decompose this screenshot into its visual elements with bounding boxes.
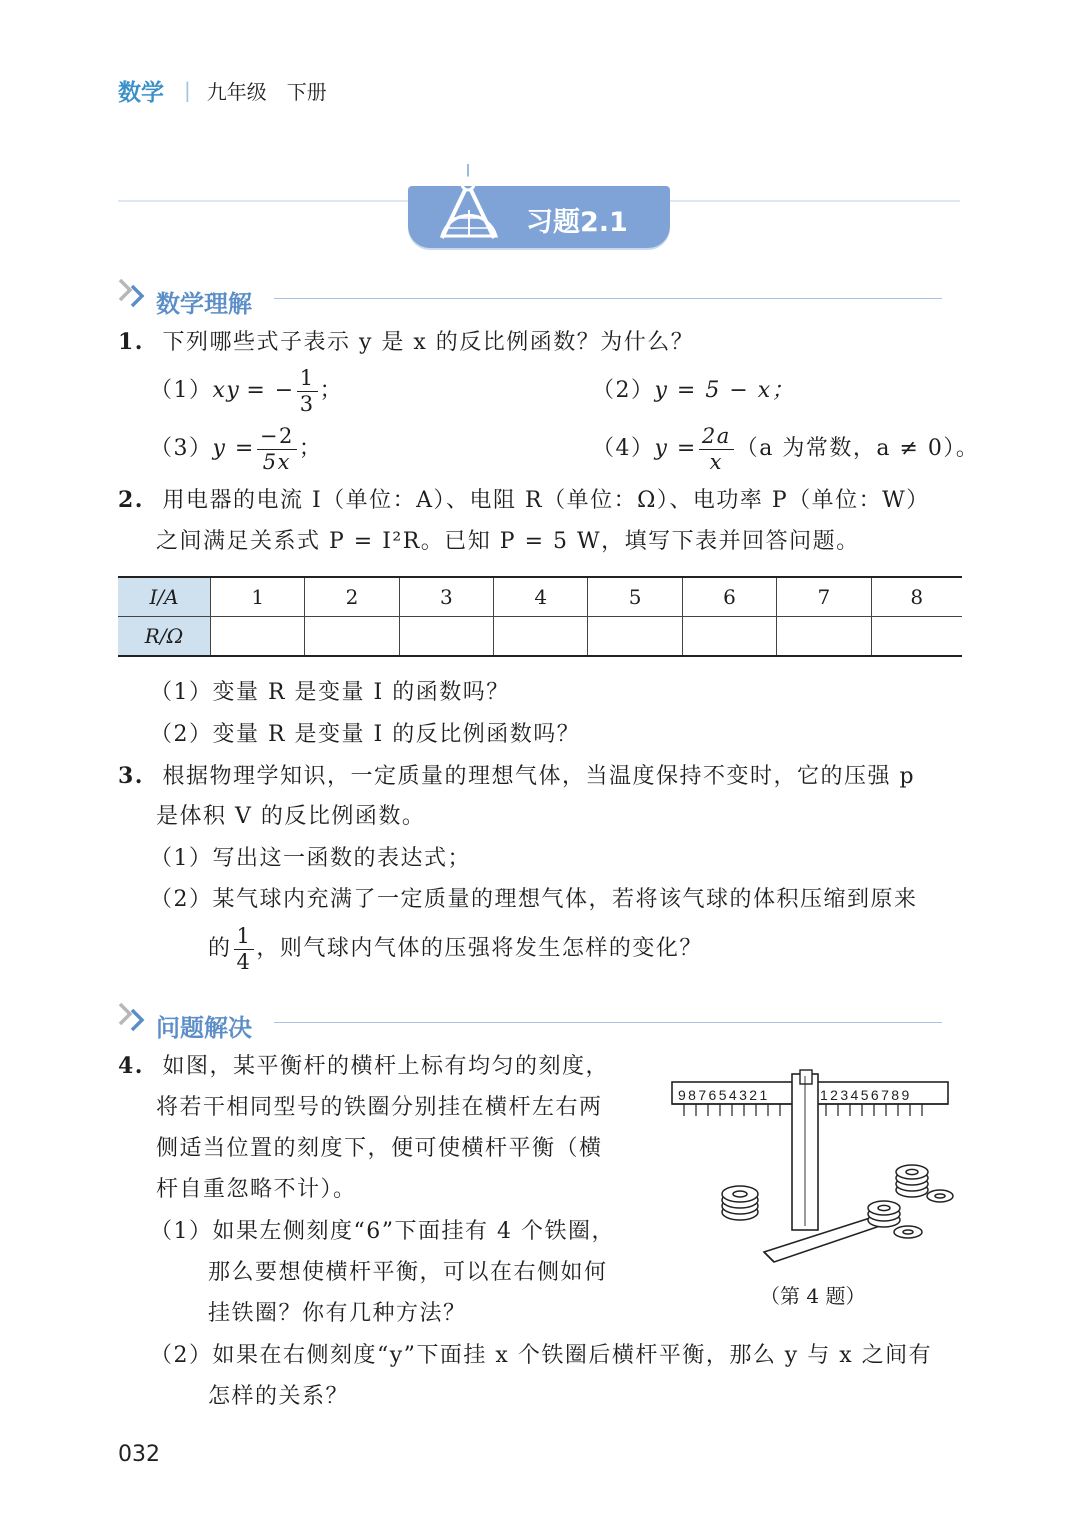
- balance-figure: [664, 1066, 960, 1270]
- right-scale-label: 123456789: [820, 1087, 912, 1103]
- q3-sub-2: （2）某气球内充满了一定质量的理想气体，若将该气球的体积压缩到原来: [150, 887, 918, 912]
- fraction: [234, 923, 255, 974]
- section-title-understanding: 数学理解: [156, 290, 252, 318]
- text: 的: [208, 936, 232, 961]
- q1-option-2: [592, 366, 795, 416]
- option-label: （3）: [150, 436, 213, 461]
- table-cell-empty: [211, 617, 305, 657]
- q4-sub-2a: （2）如果在右侧刻度“y”下面挂 x 个铁圈后横杆平衡，那么 y 与 x 之间有: [150, 1343, 933, 1368]
- numerator: 1: [297, 368, 318, 392]
- q2-line-2: 之间满足关系式 P = I²R。已知 P = 5 W，填写下表并回答问题。: [156, 529, 860, 554]
- numerator: 2a: [699, 426, 734, 450]
- option-label: （4）: [592, 436, 655, 461]
- option-label: （2）: [592, 378, 655, 403]
- denominator: 4: [236, 949, 252, 974]
- table-cell-empty: [588, 617, 682, 657]
- table-cell: 7: [777, 577, 871, 617]
- denominator: 3: [299, 391, 315, 416]
- q3-text-1: 根据物理学知识，一定质量的理想气体，当温度保持不变时，它的压强 p: [162, 764, 916, 789]
- section-chevron-icon: [116, 1000, 152, 1036]
- q2-sub-1: （1）变量 R 是变量 I 的函数吗？: [150, 680, 510, 705]
- q4-line-1: [118, 1050, 609, 1083]
- q4-sub-1b: 那么要想使横杆平衡，可以在右侧如何: [208, 1260, 608, 1285]
- option-end: ；: [319, 378, 344, 403]
- fraction: [297, 365, 318, 416]
- option-lhs: xy: [212, 378, 241, 403]
- q1-option-3: [150, 424, 322, 474]
- q2-line-1: [118, 484, 930, 517]
- header-volume: 下册: [286, 79, 327, 104]
- section-chevron-icon: [116, 276, 152, 312]
- table-cell: 4: [494, 577, 588, 617]
- banner-rule-right: [660, 200, 960, 202]
- iron-rings-left: [722, 1186, 758, 1220]
- q2-table: [118, 576, 962, 657]
- table-header-cell: I/A: [118, 577, 211, 617]
- q4-text-1: 如图，某平衡杆的横杆上标有均匀的刻度，: [162, 1054, 609, 1079]
- q1-number: 1.: [118, 329, 144, 355]
- banner-rule-left: [118, 200, 418, 202]
- q1-prompt: [118, 326, 694, 359]
- table-cell: 2: [305, 577, 399, 617]
- text: ，则气球内气体的压强将发生怎样的变化？: [256, 936, 703, 961]
- banner-title: 习题2.1: [526, 207, 628, 238]
- q2-sub-2: （2）变量 R 是变量 I 的反比例函数吗？: [150, 722, 581, 747]
- table-row: [118, 617, 962, 657]
- option-end: （a 为常数，a ≠ 0）。: [735, 436, 980, 461]
- left-scale-label: 987654321: [678, 1087, 770, 1103]
- option-end: ；: [298, 436, 323, 461]
- section-title-solving: 问题解决: [156, 1014, 252, 1042]
- table-cell-empty: [682, 617, 776, 657]
- running-header: [118, 74, 327, 106]
- q3-sub-1: （1）写出这一函数的表达式；: [150, 846, 471, 871]
- fraction: [699, 423, 734, 474]
- option-label: （1）: [150, 378, 213, 403]
- q1-option-4: [592, 424, 979, 474]
- section-rule: [274, 298, 942, 299]
- table-cell: 6: [682, 577, 776, 617]
- section-rule: [274, 1022, 942, 1023]
- table-row: [118, 577, 962, 617]
- option-eq: = −: [246, 378, 295, 403]
- q3-line-1: [118, 760, 915, 793]
- table-cell: 3: [399, 577, 493, 617]
- header-separator: |: [184, 78, 191, 102]
- numerator: −2: [257, 426, 297, 450]
- table-cell-empty: [399, 617, 493, 657]
- q4-line-3: 侧适当位置的刻度下，便可使横杆平衡（横: [156, 1136, 603, 1161]
- fraction: [257, 423, 297, 474]
- table-cell-empty: [494, 617, 588, 657]
- q2-text-1: 用电器的电流 I（单位：A）、电阻 R（单位：Ω）、电功率 P（单位：W）: [162, 488, 930, 513]
- header-subject: 数学: [118, 79, 164, 106]
- compass-protractor-icon: [428, 162, 510, 244]
- q3-sub-2-continued: [208, 924, 703, 974]
- q4-sub-1a: （1）如果左侧刻度“6”下面挂有 4 个铁圈，: [150, 1219, 615, 1244]
- numerator: 1: [234, 926, 255, 950]
- table-cell-empty: [777, 617, 871, 657]
- q1-option-1: [150, 366, 343, 416]
- table-cell-empty: [305, 617, 399, 657]
- table-header-cell: R/Ω: [118, 617, 211, 657]
- option-lhs: y =: [654, 436, 697, 461]
- denominator: x: [709, 449, 723, 474]
- q4-sub-2b: 怎样的关系？: [208, 1384, 350, 1409]
- table-cell: 1: [211, 577, 305, 617]
- q4-sub-1c: 挂铁圈？你有几种方法？: [208, 1301, 467, 1326]
- iron-rings-right: [868, 1165, 953, 1238]
- page-number: 032: [118, 1442, 160, 1467]
- header-grade: 九年级: [206, 79, 267, 104]
- table-cell: 5: [588, 577, 682, 617]
- denominator: 5x: [262, 449, 291, 474]
- q3-line-2: 是体积 V 的反比例函数。: [156, 804, 426, 829]
- option-text: y = 5 − x；: [654, 378, 796, 403]
- table-cell-empty: [871, 617, 962, 657]
- q4-line-4: 杆自重忽略不计）。: [156, 1177, 357, 1202]
- q2-number: 2.: [118, 487, 144, 513]
- q1-text: 下列哪些式子表示 y 是 x 的反比例函数？为什么？: [162, 330, 695, 355]
- table-cell: 8: [871, 577, 962, 617]
- q3-number: 3.: [118, 763, 144, 789]
- figure-caption: （第 4 题）: [760, 1284, 866, 1308]
- q4-line-2: 将若干相同型号的铁圈分别挂在横杆左右两: [156, 1095, 603, 1120]
- q4-number: 4.: [118, 1053, 144, 1079]
- option-lhs: y =: [212, 436, 255, 461]
